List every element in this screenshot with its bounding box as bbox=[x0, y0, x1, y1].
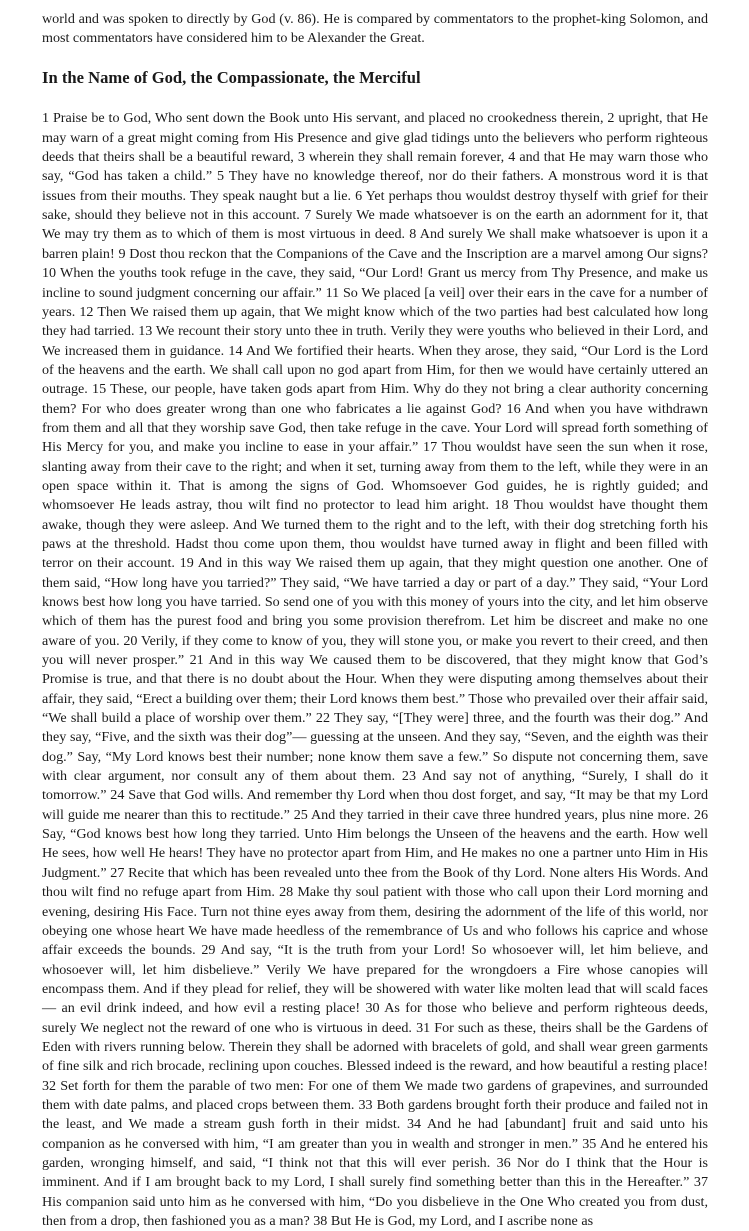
document-page bbox=[42, 10, 708, 1231]
intro-paragraph: world and was spoken to directly by God (v. 86). He is compared by commentators to the prophet-king Solomon, and most commentators have considered him to be Alexander the Great. bbox=[42, 11, 708, 47]
verses-paragraph: 1 Praise be to God, Who sent down the Book unto His servant, and placed no crookedness therein, 2 upright, that He may warn of a great might coming from His Presence and give glad tidings unto the believers who perform righteous deeds that theirs shall be a beautiful reward, 3 wherein they shall remain forever, 4 and that He may warn those who say, “God has taken a child.” 5 They have no knowledge thereof, nor do their fathers. A monstrous word it is that issues from their mouths. They speak naught but a lie. 6 Yet perhaps thou wouldst destroy thyself with grief for their sake, should they believe not in this account. 7 Surely We made whatsoever is on the earth an adornment for it, that We may try them as to which of them is most virtuous in deed. 8 And surely We shall make whatsoever is upon it a barren plain! 9 Dost thou reckon that the Companions of the Cave and the Inscription are a marvel among Our signs? 10 When the youths took refuge in the cave, they said, “Our Lord! Grant us mercy from Thy Presence, and make us incline to sound judgment concerning our affair.” 11 So We placed [a veil] over their ears in the cave for a number of years. 12 Then We raised them up again, that We might know which of the two parties had best calculated how long they had tarried. 13 We recount their story unto thee in truth. Verily they were youths who believed in their Lord, and We increased them in guidance. 14 And We fortified their hearts. When they arose, they said, “Our Lord is the Lord of the heavens and the earth. We shall call upon no god apart from Him, for then we would have certainly uttered an outrage. 15 These, our people, have taken gods apart from Him. Why do they not bring a clear authority concerning them? For who does greater wrong than one who fabricates a lie against God? 16 And when you have withdrawn from them and all that they worship save God, then take refuge in the cave. Your Lord will spread forth something of His Mercy for you, and make you incline to ease in your affair.” 17 Thou wouldst have seen the sun when it rose, slanting away from their cave to the right; and when it set, turning away from them to the left, while they were in an open space within it. That is among the signs of God. Whomsoever God guides, he is rightly guided; and whomsoever He leads astray, thou wilt find no protector to lead him aright. 18 Thou wouldst have thought them awake, though they were asleep. And We turned them to the right and to the left, with their dog stretching forth his paws at the threshold. Hadst thou come upon them, thou wouldst have turned away in flight and been filled with terror on their account. 19 And in this way We raised them up again, that they might question one another. One of them said, “How long have you tarried?” They said, “We have tarried a day or part of a day.” They said, “Your Lord knows best how long you have tarried. So send one of you with this money of yours into the city, and let him observe which of them has the purest food and bring you some provision therefrom. Let him be discreet and make no one aware of you. 20 Verily, if they come to know of you, they will stone you, or make you revert to their creed, and then you will never prosper.” 21 And in this way We caused them to be discovered, that they might know that God’s Promise is true, and that there is no doubt about the Hour. When they were disputing among themselves about their affair, they said, “Erect a building over them; their Lord knows them best.” Those who prevailed over their affair said, “We shall build a place of worship over them.” 22 They say, “[They were] three, and the fourth was their dog.” And they say, “Five, and the sixth was their dog”— guessing at the unseen. And they say, “Seven, and the eighth was their dog.” Say, “My Lord knows best their number; none know them save a few.” So dispute not concerning them, save with clear argument, nor consult any of them about them. 23 And say not of anything, “Surely, I shall do it tomorrow.” 24 Save that God wills. And remember thy Lord when thou dost forget, and say, “It may be that my Lord will guide me nearer than this to rectitude.” 25 And they tarried in their cave three hundred years, plus nine more. 26 Say, “God knows best how long they tarried. Unto Him belongs the Unseen of the heavens and the earth. How well He sees, how well He hears! They have no protector apart from Him, and He makes no one a partner unto Him in His Judgment.” 27 Recite that which has been revealed unto thee from the Book of thy Lord. None alters His Words. And thou wilt find no refuge apart from Him. 28 Make thy soul patient with those who call upon their Lord morning and evening, desiring His Face. Turn not thine eyes away from them, desiring the adornment of the life of this world, nor obeying one whose heart We have made heedless of the remembrance of Us and who follows his caprice and whose affair exceeds the bounds. 29 And say, “It is the truth from your Lord! So whosoever will, let him believe, and whosoever will, let him disbelieve.” Verily We have prepared for the wrongdoers a Fire whose canopies will encompass them. And if they plead for relief, they will be showered with water like molten lead that will scald faces— an evil drink indeed, and how evil a resting place! 30 As for those who believe and perform righteous deeds, surely We neglect not the reward of one who is virtuous in deed. 31 For such as these, theirs shall be the Gardens of Eden with rivers running below. Therein they shall be adorned with bracelets of gold, and shall wear green garments of fine silk and rich brocade, reclining upon couches. Blessed indeed is the reward, and how beautiful a resting place! 32 Set forth for them the parable of two men: For one of them We made two gardens of grapevines, and surrounded them with date palms, and placed crops between them. 33 Both gardens brought forth their produce and failed not in the least, and We made a stream gush forth in their midst. 34 And he had [abundant] fruit and said unto his companion as he conversed with him, “I am greater than you in wealth and stronger in men.” 35 And he entered his garden, wronging himself, and said, “I think not that this will ever perish. 36 Nor do I think that the Hour is imminent. And if I am brought back to my Lord, I shall surely find something better than this in the Hereafter.” 37 His companion said unto him as he conversed with him, “Do you disbelieve in the One Who created you from dust, then from a drop, then fashioned you as a man? 38 But He is God, my Lord, and I ascribe none as bbox=[42, 110, 708, 1229]
section-heading: In the Name of God, the Compassionate, the Merciful bbox=[42, 68, 421, 88]
